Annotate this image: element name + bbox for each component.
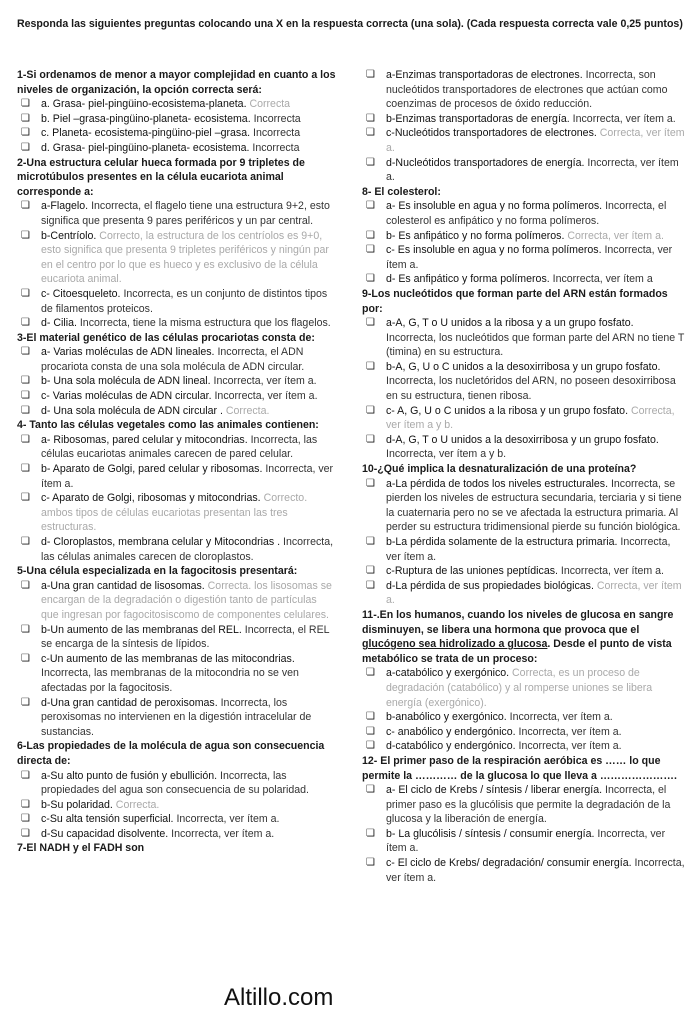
answer-option[interactable] bbox=[362, 199, 686, 228]
feedback-incorrect: Incorrecta, las propiedades del agua son consecuencia de su polaridad. bbox=[41, 769, 309, 797]
question-text: 3-El material genético de las células procariotas consta de: bbox=[17, 331, 315, 344]
checkbox-icon[interactable]: ❏ bbox=[366, 317, 375, 329]
answer-option[interactable] bbox=[17, 389, 337, 404]
feedback-incorrect: Incorrecta, ver ítem a bbox=[552, 273, 653, 286]
checkbox-icon[interactable]: ❏ bbox=[366, 784, 375, 796]
answer-option[interactable] bbox=[17, 287, 337, 316]
option-text: d- Es anfipático y forma polímeros. bbox=[386, 273, 553, 286]
checkbox-icon[interactable]: ❏ bbox=[21, 127, 30, 139]
checkbox-icon[interactable]: ❏ bbox=[21, 769, 30, 781]
answer-option[interactable] bbox=[362, 360, 686, 404]
feedback-incorrect: Incorrecta, el REL se encarga de la síntesis de lípidos. bbox=[41, 623, 330, 651]
feedback-incorrect: Incorrecta, ver ítem a. bbox=[386, 244, 673, 271]
site-logo: Altillo.com bbox=[224, 984, 334, 1011]
checkbox-icon[interactable]: ❏ bbox=[366, 404, 375, 416]
feedback-incorrect: Incorrecta, se pierden los niveles de estructura secundaria, terciaria y si tiene la cuaternaria pero no se ve afectada la estructura primaria. Al perder su estructura tridimensional pierde su función biológica. bbox=[386, 477, 682, 534]
checkbox-icon[interactable]: ❏ bbox=[366, 112, 375, 124]
answer-option[interactable] bbox=[362, 316, 686, 360]
checkbox-icon[interactable]: ❏ bbox=[366, 156, 375, 168]
answer-option[interactable] bbox=[362, 243, 686, 272]
answer-option[interactable] bbox=[362, 827, 686, 856]
option-text: b- Aparato de Golgi, pared celular y ribosomas. bbox=[41, 463, 266, 476]
feedback-incorrect: Incorrecta, el primer paso es la glucólisis que permite la degradación de la glucosa y la liberación de energía. bbox=[386, 784, 671, 826]
feedback-incorrect: Incorrecta, el flagelo tiene una estructura 9+2, esto significa que presenta 9 pares periféricos y un par central. bbox=[41, 200, 330, 227]
question-text-part: 11-.En los humanos, cuando los niveles de glucosa en sangre disminuyen, se libera una hormona que provoca que el bbox=[362, 608, 674, 636]
underlined-phrase: glucógeno sea hidrolizado a glucosa bbox=[362, 638, 548, 651]
answer-option[interactable] bbox=[362, 783, 686, 827]
answer-option[interactable] bbox=[17, 769, 337, 798]
feedback-incorrect: Incorrecta, tiene la misma estructura que los flagelos. bbox=[79, 317, 331, 330]
checkbox-icon[interactable]: ❏ bbox=[21, 112, 30, 124]
option-text: a- El ciclo de Krebs / síntesis / liberar energía. bbox=[386, 784, 606, 797]
right-column bbox=[362, 68, 686, 885]
answer-option[interactable] bbox=[17, 696, 337, 740]
option-text: a-Una gran cantidad de lisosomas. bbox=[41, 579, 208, 592]
option-text: d-catabólico y endergónico. bbox=[386, 740, 519, 753]
option-text: a-catabólico y exergónico. bbox=[386, 667, 513, 680]
checkbox-icon[interactable]: ❏ bbox=[21, 390, 30, 402]
question-text: 9-Los nucleótidos que forman parte del ARN están formados por: bbox=[362, 287, 668, 315]
checkbox-icon[interactable]: ❏ bbox=[366, 433, 375, 445]
option-text: b. Piel –grasa-pingüino-planeta- ecosistema. bbox=[41, 112, 254, 125]
checkbox-icon[interactable]: ❏ bbox=[366, 69, 375, 80]
feedback-correct: Correcta. bbox=[225, 404, 270, 417]
feedback-correct: Correcto, la estructura de los centríolos es 9+0, esto significa que presenta 9 tripletes periféricos y ningún par en el centro por lo que es hueco y es exclusivo de la célula eucariota animal. bbox=[41, 229, 329, 286]
option-text: a-Enzimas transportadoras de electrones. bbox=[386, 69, 586, 81]
checkbox-icon[interactable]: ❏ bbox=[21, 287, 30, 299]
checkbox-icon[interactable]: ❏ bbox=[21, 141, 30, 153]
option-text: c. Planeta- ecosistema-pingüino-piel –grasa. bbox=[41, 127, 253, 140]
checkbox-icon[interactable]: ❏ bbox=[366, 565, 375, 577]
checkbox-icon[interactable]: ❏ bbox=[21, 798, 30, 810]
checkbox-icon[interactable]: ❏ bbox=[366, 740, 375, 752]
feedback-correct: Correcta, ver ítem a. bbox=[386, 127, 685, 154]
option-text: b- La glucólisis / síntesis / consumir energía. bbox=[386, 827, 598, 840]
option-text: b- Una sola molécula de ADN lineal. bbox=[41, 375, 214, 388]
option-text: c- A, G, U o C unidos a la ribosa y un grupo fosfato. bbox=[386, 404, 631, 417]
checkbox-icon[interactable]: ❏ bbox=[21, 579, 30, 591]
answer-option[interactable] bbox=[17, 345, 337, 374]
feedback-incorrect: Incorrecta, ver ítem a. bbox=[518, 740, 622, 753]
question-text-part: . Desde el punto de vista metabólico se trata de un proceso: bbox=[362, 638, 672, 665]
answer-option[interactable] bbox=[362, 477, 686, 535]
answer-option[interactable] bbox=[17, 404, 337, 419]
question-text: 7-El NADH y el FADH son bbox=[17, 842, 145, 855]
instructions: Responda las siguientes preguntas colocando una X en la respuesta correcta (una sola). (Cada respuesta correcta vale 0,25 puntos) bbox=[17, 18, 683, 30]
option-text: b-La pérdida solamente de la estructura primaria. bbox=[386, 536, 621, 548]
answer-option[interactable] bbox=[17, 316, 337, 331]
option-text: c-Su alta tensión superficial. bbox=[41, 813, 177, 826]
feedback-correct: Correcta. bbox=[115, 798, 160, 811]
feedback-incorrect: Incorrecta, son nucleótidos transportadores de electrones que actúan como coenzimas de procesos de óxido reducción. bbox=[386, 69, 668, 111]
checkbox-icon[interactable]: ❏ bbox=[21, 375, 30, 387]
feedback-incorrect: Incorrecta, los nucletóridos del ARN, no poseen desoxirribosa en su estructura, tienen ribosa. bbox=[386, 375, 676, 403]
feedback-incorrect: Incorrecta bbox=[253, 127, 301, 140]
option-text: b-A, G, U o C unidos a la desoxirribosa y un grupo fosfato. bbox=[386, 360, 661, 373]
answer-option[interactable] bbox=[17, 623, 337, 652]
feedback-incorrect: Incorrecta, ver ítem a. bbox=[386, 156, 679, 184]
option-text: b-Centríolo. bbox=[41, 229, 100, 242]
question-text: 5-Una célula especializada en la fagocitosis presentará: bbox=[17, 565, 298, 578]
answer-option[interactable] bbox=[362, 725, 686, 740]
feedback-incorrect: Incorrecta, ver ítem a. bbox=[572, 112, 676, 125]
option-text: b-Su polaridad. bbox=[41, 798, 116, 811]
option-text: c- El ciclo de Krebs/ degradación/ consumir energía. bbox=[386, 857, 635, 870]
checkbox-icon[interactable]: ❏ bbox=[366, 477, 375, 489]
feedback-incorrect: Incorrecta, ver ítem a. bbox=[509, 711, 613, 724]
checkbox-icon[interactable]: ❏ bbox=[21, 404, 30, 416]
answer-option[interactable] bbox=[17, 112, 337, 127]
option-text: a-Flagelo. bbox=[41, 200, 92, 213]
checkbox-icon[interactable]: ❏ bbox=[21, 433, 30, 445]
option-text: d- Cloroplastos, membrana celular y Mitocondrias . bbox=[41, 536, 283, 548]
feedback-incorrect: Incorrecta, ver ítem a. bbox=[171, 827, 275, 840]
option-text: d-A, G, T o U unidos a la desoxirribosa y un grupo fosfato. bbox=[386, 433, 659, 446]
question-text: 12- El primer paso de la respiración aeróbica es …… lo que permite la ………… de la glucosa lo que lleva a …………………. bbox=[362, 754, 677, 782]
answer-option[interactable] bbox=[17, 462, 337, 491]
checkbox-icon[interactable]: ❏ bbox=[366, 667, 375, 679]
option-text: c-Nucleótidos transportadores de electrones. bbox=[386, 127, 600, 140]
option-text: b- Es anfipático y no forma polímeros. bbox=[386, 229, 568, 242]
option-text: d. Grasa- piel-pingüino-planeta- ecosistema. bbox=[41, 141, 253, 154]
feedback-incorrect: Incorrecta, ver ítem a. bbox=[41, 463, 334, 490]
checkbox-icon[interactable]: ❏ bbox=[366, 711, 375, 723]
checkbox-icon[interactable]: ❏ bbox=[21, 536, 30, 547]
option-text: b-anabólico y exergónico. bbox=[386, 711, 510, 724]
answer-option[interactable] bbox=[362, 112, 686, 127]
checkbox-icon[interactable]: ❏ bbox=[366, 536, 375, 547]
answer-option[interactable] bbox=[17, 141, 337, 156]
checkbox-icon[interactable]: ❏ bbox=[21, 652, 30, 664]
answer-option[interactable] bbox=[362, 535, 686, 564]
feedback-correct: Correcta bbox=[249, 98, 291, 111]
answer-option[interactable] bbox=[362, 156, 686, 185]
feedback-incorrect: Incorrecta, ver ítem a. bbox=[176, 813, 280, 826]
checkbox-icon[interactable]: ❏ bbox=[366, 725, 375, 737]
answer-option[interactable] bbox=[17, 579, 337, 623]
feedback-incorrect: Incorrecta, ver ítem a. bbox=[386, 857, 685, 884]
option-text: c- Es insoluble en agua y no forma polímeros. bbox=[386, 244, 605, 257]
answer-option[interactable] bbox=[362, 666, 686, 710]
feedback-incorrect: Incorrecta, ver ítem a. bbox=[386, 536, 671, 563]
option-text: a-A, G, T o U unidos a la ribosa y a un grupo fosfato. bbox=[386, 317, 634, 330]
checkbox-icon[interactable]: ❏ bbox=[21, 492, 30, 504]
left-column bbox=[17, 68, 337, 856]
option-text: a-La pérdida de todos los niveles estructurales. bbox=[386, 477, 611, 490]
feedback-incorrect: Incorrecta, ver ítem a. bbox=[214, 390, 318, 403]
option-text: a- Varias moléculas de ADN lineales. bbox=[41, 346, 218, 359]
question-text: 2-Una estructura celular hueca formada por 9 tripletes de microtúbulos presentes en la célula eucariota animal corresponde a: bbox=[17, 156, 305, 198]
answer-option[interactable] bbox=[362, 404, 686, 433]
feedback-correct: Correcta, ver ítem a. bbox=[567, 229, 664, 242]
option-text: c- Citoesqueleto. bbox=[41, 287, 124, 300]
feedback-correct: Correcto. ambos tipos de células eucariotas presentan las tres estructuras. bbox=[41, 492, 308, 534]
checkbox-icon[interactable]: ❏ bbox=[21, 813, 30, 825]
feedback-incorrect: Incorrecta, los peroxisomas no intervienen en la digestión intracelular de sustancias. bbox=[41, 696, 312, 738]
feedback-incorrect: Incorrecta, las células eucariotas animales carecen de pared celular. bbox=[41, 433, 318, 461]
answer-option[interactable] bbox=[362, 433, 686, 462]
answer-option[interactable] bbox=[362, 710, 686, 725]
option-text: a- Es insoluble en agua y no forma polímeros. bbox=[386, 200, 606, 213]
feedback-incorrect: Incorrecta, ver ítem a y b. bbox=[386, 448, 507, 461]
answer-option[interactable] bbox=[17, 229, 337, 287]
option-text: b-Un aumento de las membranas del REL. bbox=[41, 623, 245, 636]
answer-option[interactable] bbox=[17, 652, 337, 696]
option-text: c-Un aumento de las membranas de las mitocondrias. bbox=[41, 652, 295, 665]
option-text: d-Su capacidad disolvente. bbox=[41, 827, 172, 840]
feedback-incorrect: Incorrecta, ver ítem a. bbox=[560, 565, 664, 578]
answer-option[interactable] bbox=[362, 272, 686, 287]
answer-option[interactable] bbox=[362, 564, 686, 579]
option-text: c- anabólico y endergónico. bbox=[386, 725, 519, 738]
question-text bbox=[362, 608, 686, 666]
checkbox-icon[interactable]: ❏ bbox=[21, 827, 30, 839]
answer-option[interactable] bbox=[17, 491, 337, 535]
question-text: 8- El colesterol: bbox=[362, 185, 441, 198]
option-text: c-Ruptura de las uniones peptídicas. bbox=[386, 565, 561, 578]
feedback-incorrect: Incorrecta, es un conjunto de distintos tipos de filamentos proteicos. bbox=[41, 287, 328, 315]
feedback-correct: Correcta, ver ítem a y b. bbox=[386, 404, 675, 432]
answer-option[interactable] bbox=[17, 535, 337, 564]
checkbox-icon[interactable]: ❏ bbox=[366, 229, 375, 241]
answer-option[interactable] bbox=[17, 199, 337, 228]
option-text: d-Una gran cantidad de peroxisomas. bbox=[41, 696, 221, 709]
feedback-incorrect: Incorrecta, ver ítem a. bbox=[213, 375, 317, 388]
checkbox-icon[interactable]: ❏ bbox=[21, 200, 30, 212]
feedback-correct: Correcta, es un proceso de degradación (catabólico) y al romperse uniones se libera energía (exergónico). bbox=[386, 667, 653, 709]
feedback-incorrect: Incorrecta bbox=[253, 112, 301, 125]
feedback-incorrect: Incorrecta, las células animales carecen de cloroplastos. bbox=[41, 536, 334, 563]
option-text: a- Ribosomas, pared celular y mitocondrias. bbox=[41, 433, 251, 446]
feedback-incorrect: Incorrecta, las membranas de la mitocondria no se ven afectadas por la fagocitosis. bbox=[41, 667, 299, 694]
checkbox-icon[interactable]: ❏ bbox=[21, 98, 30, 110]
feedback-incorrect: Incorrecta, ver ítem a. bbox=[386, 827, 666, 855]
checkbox-icon[interactable]: ❏ bbox=[366, 244, 375, 256]
answer-option[interactable] bbox=[362, 229, 686, 244]
option-text: d- Cilia. bbox=[41, 317, 80, 330]
feedback-incorrect: Incorrecta bbox=[252, 141, 300, 154]
checkbox-icon[interactable]: ❏ bbox=[366, 273, 375, 285]
answer-option[interactable] bbox=[17, 126, 337, 141]
checkbox-icon[interactable]: ❏ bbox=[21, 346, 30, 358]
feedback-correct: Correcta, ver ítem a. bbox=[386, 579, 682, 607]
option-text: d-La pérdida de sus propiedades biológicas. bbox=[386, 579, 597, 592]
feedback-incorrect: Incorrecta, el colesterol es anfipático y no forma polímeros. bbox=[386, 200, 667, 227]
answer-option[interactable] bbox=[362, 68, 686, 112]
checkbox-icon[interactable]: ❏ bbox=[21, 317, 30, 329]
option-text: c- Varias moléculas de ADN circular. bbox=[41, 390, 215, 403]
option-text: c- Aparato de Golgi, ribosomas y mitocondrias. bbox=[41, 492, 264, 505]
question-text: 4- Tanto las células vegetales como las animales contienen: bbox=[17, 419, 319, 432]
feedback-incorrect: Incorrecta, ver ítem a. bbox=[518, 725, 622, 738]
checkbox-icon[interactable]: ❏ bbox=[21, 463, 30, 475]
option-text: a. Grasa- piel-pingüino-ecosistema-planeta. bbox=[41, 98, 250, 111]
answer-option[interactable] bbox=[362, 126, 686, 155]
option-text: d-Nucleótidos transportadores de energía. bbox=[386, 156, 588, 169]
answer-option[interactable] bbox=[17, 798, 337, 813]
checkbox-icon[interactable]: ❏ bbox=[366, 200, 375, 212]
question-text: 6-Las propiedades de la molécula de agua son consecuencia directa de: bbox=[17, 740, 325, 767]
question-text: 1-Si ordenamos de menor a mayor complejidad en cuanto a los niveles de organización, la opción correcta será: bbox=[17, 69, 336, 96]
checkbox-icon[interactable]: ❏ bbox=[366, 857, 375, 869]
answer-option[interactable] bbox=[362, 579, 686, 608]
answer-option[interactable] bbox=[17, 433, 337, 462]
checkbox-icon[interactable]: ❏ bbox=[21, 229, 30, 241]
checkbox-icon[interactable]: ❏ bbox=[366, 579, 375, 591]
answer-option[interactable] bbox=[17, 827, 337, 842]
answer-option[interactable] bbox=[17, 812, 337, 827]
checkbox-icon[interactable]: ❏ bbox=[21, 696, 30, 708]
answer-option[interactable] bbox=[17, 374, 337, 389]
feedback-incorrect: Incorrecta, el ADN procariota consta de una sola molécula de ADN circular. bbox=[41, 346, 305, 373]
feedback-incorrect: Incorrecta, los nucleótidos que forman parte del ARN no tiene T (timina) en su estructura. bbox=[386, 331, 685, 359]
option-text: a-Su alto punto de fusión y ebullición. bbox=[41, 769, 221, 782]
checkbox-icon[interactable]: ❏ bbox=[21, 623, 30, 635]
answer-option[interactable] bbox=[362, 739, 686, 754]
answer-option[interactable] bbox=[362, 856, 686, 885]
answer-option[interactable] bbox=[17, 97, 337, 112]
question-text: 10-¿Qué implica la desnaturalización de una proteína? bbox=[362, 463, 637, 476]
option-text: d- Una sola molécula de ADN circular . bbox=[41, 404, 226, 417]
option-text: b-Enzimas transportadoras de energía. bbox=[386, 112, 573, 125]
feedback-correct: Correcta. los lisosomas se encargan de la degradación o digestión tanto de partículas que ingresan por fagocitosiscomo de componentes celulares. bbox=[41, 579, 332, 621]
checkbox-icon[interactable]: ❏ bbox=[366, 827, 375, 839]
checkbox-icon[interactable]: ❏ bbox=[366, 127, 375, 139]
checkbox-icon[interactable]: ❏ bbox=[366, 360, 375, 372]
